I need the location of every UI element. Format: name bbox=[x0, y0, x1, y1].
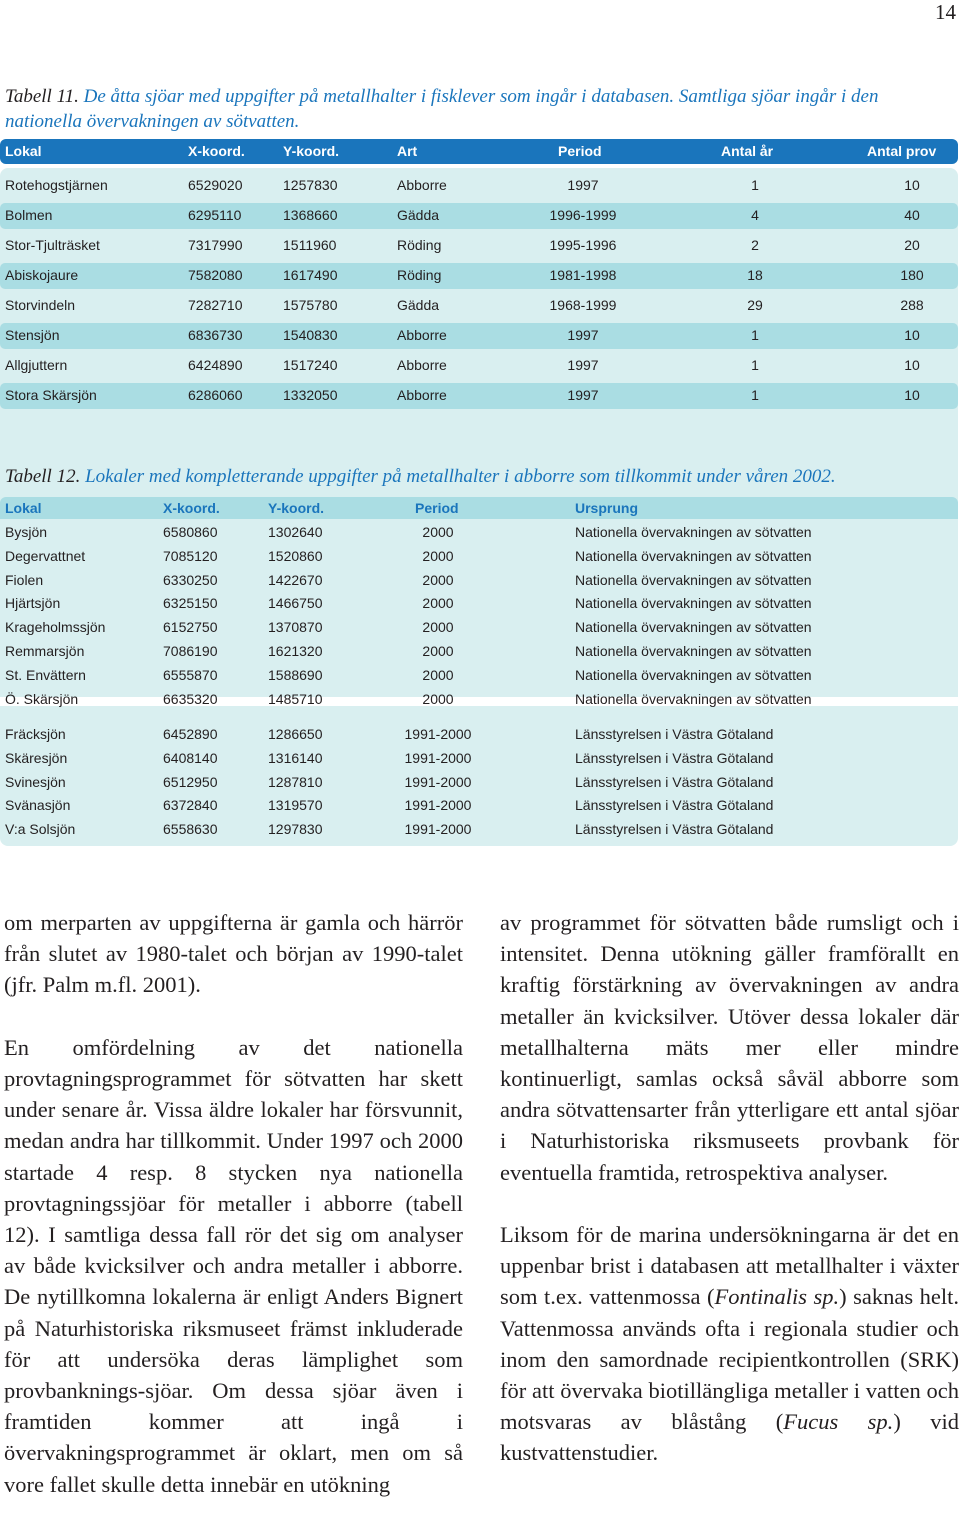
table12-cell: 1316140 bbox=[268, 749, 323, 766]
table12-cell: 1319570 bbox=[268, 797, 323, 814]
table11-header-cell: Y-koord. bbox=[283, 143, 340, 159]
table12-cell: 1991-2000 bbox=[404, 821, 472, 838]
table11-cell: 7282710 bbox=[188, 297, 243, 313]
table11-cell: Storvindeln bbox=[5, 297, 76, 313]
table12-cell: 1370870 bbox=[268, 619, 323, 636]
body-text: ) saknas helt. Vattenmossa används ofta i regionala studier och inom den samordnade recipientkontrollen (SRK) för att övervaka biotillängliga metaller i vatten och motsvaras av blåstång ( bbox=[500, 1284, 960, 1435]
table12-cell: Fräcksjön bbox=[5, 726, 66, 742]
table12-header-cell: Period bbox=[415, 500, 459, 516]
table12-cell: Degervattnet bbox=[5, 547, 86, 564]
table12-cell: 6635320 bbox=[163, 690, 218, 707]
table12-row bbox=[0, 616, 958, 640]
table11-cell: 7317990 bbox=[188, 237, 243, 253]
table12-cell: 2000 bbox=[422, 571, 454, 588]
body-paragraph: av programmet för sötvatten både rumsligt och i intensitet. Denna utökning gäller framförallt en kraftig förstärkning av övervakningen av andra metaller än kvicksilver. Utöver dessa lokaler där metallhalterna mäts mer eller mindre kontinuerligt, samlas också såväl abborre som andra sötvattensarter från ytterligare ett antal sjöar i Naturhistoriska riksmuseets provbank för eventuella framtida, retrospektiva analyser. bbox=[500, 910, 959, 1185]
table11-cell: 10 bbox=[904, 327, 920, 343]
table11-cell: 40 bbox=[904, 207, 920, 223]
table11-cell: 29 bbox=[747, 297, 763, 313]
table12-cell: 6580860 bbox=[163, 524, 218, 540]
table11-cell: Röding bbox=[397, 237, 442, 253]
table11-cell: 1617490 bbox=[283, 267, 338, 283]
table11-cell: 1257830 bbox=[283, 177, 338, 193]
table12-caption bbox=[5, 464, 960, 489]
table11-caption-text-line1: De åtta sjöar med uppgifter på metallhalter i fisklever som ingår i databasen. Samtliga sjöar ingår i den bbox=[83, 86, 879, 107]
table12-caption-text: Lokaler med kompletterande uppgifter på metallhalter i abborre som tillkommit under våren 2002. bbox=[85, 466, 836, 487]
table12-header-cell: Y-koord. bbox=[268, 500, 325, 516]
table12-cell: 1991-2000 bbox=[404, 749, 472, 766]
table12-cell: 2000 bbox=[422, 547, 454, 564]
table12-cell: Länsstyrelsen i Västra Götaland bbox=[575, 821, 774, 838]
table12-row bbox=[0, 771, 958, 795]
table11-cell: 1997 bbox=[567, 327, 599, 343]
table11-cell: 10 bbox=[904, 177, 920, 193]
table12-row bbox=[0, 592, 958, 616]
table11-cell: Gädda bbox=[397, 297, 440, 313]
table11-caption-text-line2: nationella övervakningen av sötvatten. bbox=[5, 111, 300, 132]
table11-row bbox=[0, 323, 958, 349]
table11-cell: 6529020 bbox=[188, 177, 243, 193]
table12-cell: 6558630 bbox=[163, 821, 218, 838]
table11-cell: 20 bbox=[904, 237, 920, 253]
table11-cell: Abborre bbox=[397, 387, 447, 403]
table12-cell: 6512950 bbox=[163, 773, 218, 790]
table11-cell: 1968-1999 bbox=[549, 297, 617, 313]
table11-row bbox=[0, 383, 958, 409]
table12-cell: 2000 bbox=[422, 595, 454, 612]
table12-cell: 1621320 bbox=[268, 643, 323, 659]
table12-row bbox=[0, 521, 958, 545]
table12-row bbox=[0, 794, 958, 818]
table12-cell: Svänasjön bbox=[5, 797, 71, 814]
table12-cell: Länsstyrelsen i Västra Götaland bbox=[575, 797, 774, 814]
table12-row bbox=[0, 664, 958, 688]
table11-cell: 1575780 bbox=[283, 297, 338, 313]
table12-cell: 6408140 bbox=[163, 749, 218, 766]
table12-cell: 6452890 bbox=[163, 726, 218, 742]
table12-header-cell: X-koord. bbox=[163, 500, 220, 516]
table12-cell: Nationella övervakningen av sötvatten bbox=[575, 547, 812, 564]
table11-cell: 18 bbox=[747, 267, 763, 283]
table11-header-cell: X-koord. bbox=[188, 143, 245, 159]
table12-cell: Nationella övervakningen av sötvatten bbox=[575, 643, 812, 659]
table12-cell: Nationella övervakningen av sötvatten bbox=[575, 524, 812, 540]
body-column-left bbox=[4, 907, 463, 1500]
table11-row bbox=[0, 263, 958, 289]
table12-cell: St. Envättern bbox=[5, 666, 86, 683]
table12-cell: Nationella övervakningen av sötvatten bbox=[575, 690, 812, 707]
table11-cell: 1 bbox=[751, 177, 759, 193]
table12-row bbox=[0, 569, 958, 593]
table12-cell: 1286650 bbox=[268, 726, 323, 742]
table11-cell: 1 bbox=[751, 357, 759, 373]
table11-cell: Bolmen bbox=[5, 207, 53, 223]
table11-cell: 1540830 bbox=[283, 327, 338, 343]
table12-cell: 1422670 bbox=[268, 571, 323, 588]
table12-cell: Nationella övervakningen av sötvatten bbox=[575, 666, 812, 683]
table12-row bbox=[0, 545, 958, 569]
table12-row bbox=[0, 688, 958, 712]
table12-cell: 1297830 bbox=[268, 821, 323, 838]
table12-cell: Nationella övervakningen av sötvatten bbox=[575, 571, 812, 588]
table12-cell: Fiolen bbox=[5, 571, 44, 588]
table12-row bbox=[0, 640, 958, 664]
table12-cell: Svinesjön bbox=[5, 773, 66, 790]
table12-cell: 6555870 bbox=[163, 666, 218, 683]
table12-cell: 1302640 bbox=[268, 524, 323, 540]
table12-cell: 1991-2000 bbox=[404, 797, 472, 814]
table12-cell: 1991-2000 bbox=[404, 773, 472, 790]
table11-cell: 6286060 bbox=[188, 387, 243, 403]
species-name: Fucus sp. bbox=[783, 1409, 894, 1435]
table12-cell: 1520860 bbox=[268, 547, 323, 564]
page-number: 14 bbox=[935, 0, 956, 24]
table11-cell: 1995-1996 bbox=[549, 237, 617, 253]
table12-header-cell: Lokal bbox=[5, 500, 42, 516]
table11-cell: Gädda bbox=[397, 207, 440, 223]
table11-cell: 7582080 bbox=[188, 267, 243, 283]
table12-caption-label: Tabell 12. bbox=[5, 466, 81, 487]
table12-cell: Nationella övervakningen av sötvatten bbox=[575, 595, 812, 612]
table12-cell: 2000 bbox=[422, 690, 454, 707]
table12-cell: 1466750 bbox=[268, 595, 323, 612]
table12-cell: 1287810 bbox=[268, 773, 323, 790]
table11-cell: 10 bbox=[904, 387, 920, 403]
table12-cell: Krageholmssjön bbox=[5, 619, 106, 636]
table11-cell: Abborre bbox=[397, 357, 447, 373]
table11-cell: 2 bbox=[751, 237, 759, 253]
table12-cell: Ö. Skärsjön bbox=[5, 690, 79, 707]
table12-cell: 6330250 bbox=[163, 571, 218, 588]
table11-cell: Allgjuttern bbox=[5, 357, 68, 373]
table12-cell: Länsstyrelsen i Västra Götaland bbox=[575, 749, 774, 766]
table11-row bbox=[0, 353, 958, 379]
table11-cell: Rotehogstjärnen bbox=[5, 177, 108, 193]
table11-cell: 1511960 bbox=[283, 237, 337, 253]
table11-cell: 288 bbox=[900, 297, 924, 313]
table11-header-cell: Antal prov bbox=[867, 143, 937, 159]
body-paragraph bbox=[500, 1219, 959, 1469]
table11-cell: Röding bbox=[397, 267, 442, 283]
table12-cell: Skäresjön bbox=[5, 749, 68, 766]
table11-row bbox=[0, 233, 958, 259]
table11-header-cell: Art bbox=[397, 143, 418, 159]
table11-cell: 1997 bbox=[567, 387, 599, 403]
table12-row bbox=[0, 723, 958, 747]
body-paragraph: om merparten av uppgifterna är gamla och härrör från slutet av 1980-talet och början av 1990-talet (jfr. Palm m.fl. 2001). bbox=[4, 910, 463, 998]
table11-cell: 1 bbox=[751, 327, 759, 343]
table12-cell: 2000 bbox=[422, 524, 454, 540]
table11-cell: 6424890 bbox=[188, 357, 243, 373]
table11-caption-label: Tabell 11. bbox=[5, 86, 79, 107]
table12-cell: Länsstyrelsen i Västra Götaland bbox=[575, 726, 774, 742]
table11-row bbox=[0, 173, 958, 199]
table11-cell: Abborre bbox=[397, 327, 447, 343]
table12-header-row bbox=[0, 497, 958, 519]
table11-cell: 6836730 bbox=[188, 327, 243, 343]
table12-cell: Hjärtsjön bbox=[5, 595, 61, 612]
body-text: ) vid kustvattenstudier. bbox=[500, 1409, 959, 1466]
table11-cell: 4 bbox=[751, 207, 759, 223]
table11-header-cell: Lokal bbox=[5, 143, 42, 159]
table11-caption bbox=[5, 84, 960, 134]
table11-header-cell: Period bbox=[558, 143, 602, 159]
table11-header-cell: Antal år bbox=[721, 143, 774, 159]
table12-cell: Länsstyrelsen i Västra Götaland bbox=[575, 773, 774, 790]
table12-cell: 6152750 bbox=[163, 619, 218, 636]
table11-cell: 1332050 bbox=[283, 387, 338, 403]
table12-cell: 7085120 bbox=[163, 547, 218, 564]
table11-header-row bbox=[0, 139, 958, 164]
table12-cell: Remmarsjön bbox=[5, 643, 85, 659]
table12-cell: Nationella övervakningen av sötvatten bbox=[575, 619, 812, 636]
body-paragraph: En omfördelning av det nationella provtagningsprogrammet för sötvatten har skett under senare år. Vissa äldre lokaler har försvunnit, medan andra har tillkommit. Under 1997 och 2000 startade 4 resp. 8 stycken nya nationella provtagningssjöar för metaller i abborre (tabell 12). I samtliga dessa fall rör det sig om analyser av både kvicksilver och andra metaller i abborre. De nytillkomna lokalerna är enligt Anders Bignert på Naturhistoriska riksmuseet främst inkluderade för att undersöka deras lämplighet som provbanknings-sjöar. Om dessa sjöar även i framtiden kommer att ingå i övervakningsprogrammet är oklart, men om så vore fallet skulle detta innebär en utökning bbox=[4, 1034, 463, 1497]
table11-cell: Stor-Tjulträsket bbox=[5, 237, 100, 253]
table11-cell: 1517240 bbox=[283, 357, 338, 373]
table11-cell: 180 bbox=[900, 267, 924, 283]
table11-cell: 1 bbox=[751, 387, 759, 403]
table11-cell: 10 bbox=[904, 357, 920, 373]
table11-cell: 1996-1999 bbox=[549, 207, 617, 223]
table12-cell: 1485710 bbox=[268, 690, 323, 707]
table11-cell: Abborre bbox=[397, 177, 447, 193]
table11-cell: 1981-1998 bbox=[549, 267, 617, 283]
table11-cell: 1368660 bbox=[283, 207, 338, 223]
species-name: Fontinalis sp. bbox=[714, 1284, 840, 1310]
table11-cell: 6295110 bbox=[188, 207, 242, 223]
table12-cell: 2000 bbox=[422, 643, 454, 659]
body-column-right bbox=[500, 907, 959, 1469]
table11-row bbox=[0, 203, 958, 229]
table11-cell: 1997 bbox=[567, 177, 599, 193]
table12-cell: V:a Solsjön bbox=[5, 821, 76, 838]
table12-cell: 2000 bbox=[422, 619, 454, 636]
table12-row bbox=[0, 818, 958, 842]
table12-cell: Bysjön bbox=[5, 524, 48, 540]
table12-cell: 2000 bbox=[422, 666, 454, 683]
table12-cell: 6372840 bbox=[163, 797, 218, 814]
table12-cell: 6325150 bbox=[163, 595, 218, 612]
table11-cell: Abiskojaure bbox=[5, 267, 79, 283]
table11-row bbox=[0, 293, 958, 319]
table12-header-cell: Ursprung bbox=[575, 500, 638, 516]
table11-cell: Stora Skärsjön bbox=[5, 387, 97, 403]
table11-cell: Stensjön bbox=[5, 327, 60, 343]
table12-cell: 1588690 bbox=[268, 666, 323, 683]
table11-cell: 1997 bbox=[567, 357, 599, 373]
table12-cell: 1991-2000 bbox=[404, 726, 472, 742]
body-text: Liksom för de marina undersökningarna är det en uppenbar brist i databasen att metallhalter i växter som t.ex. vattenmossa ( bbox=[500, 1222, 959, 1310]
table12-cell: 7086190 bbox=[163, 643, 218, 659]
table12-row bbox=[0, 747, 958, 771]
